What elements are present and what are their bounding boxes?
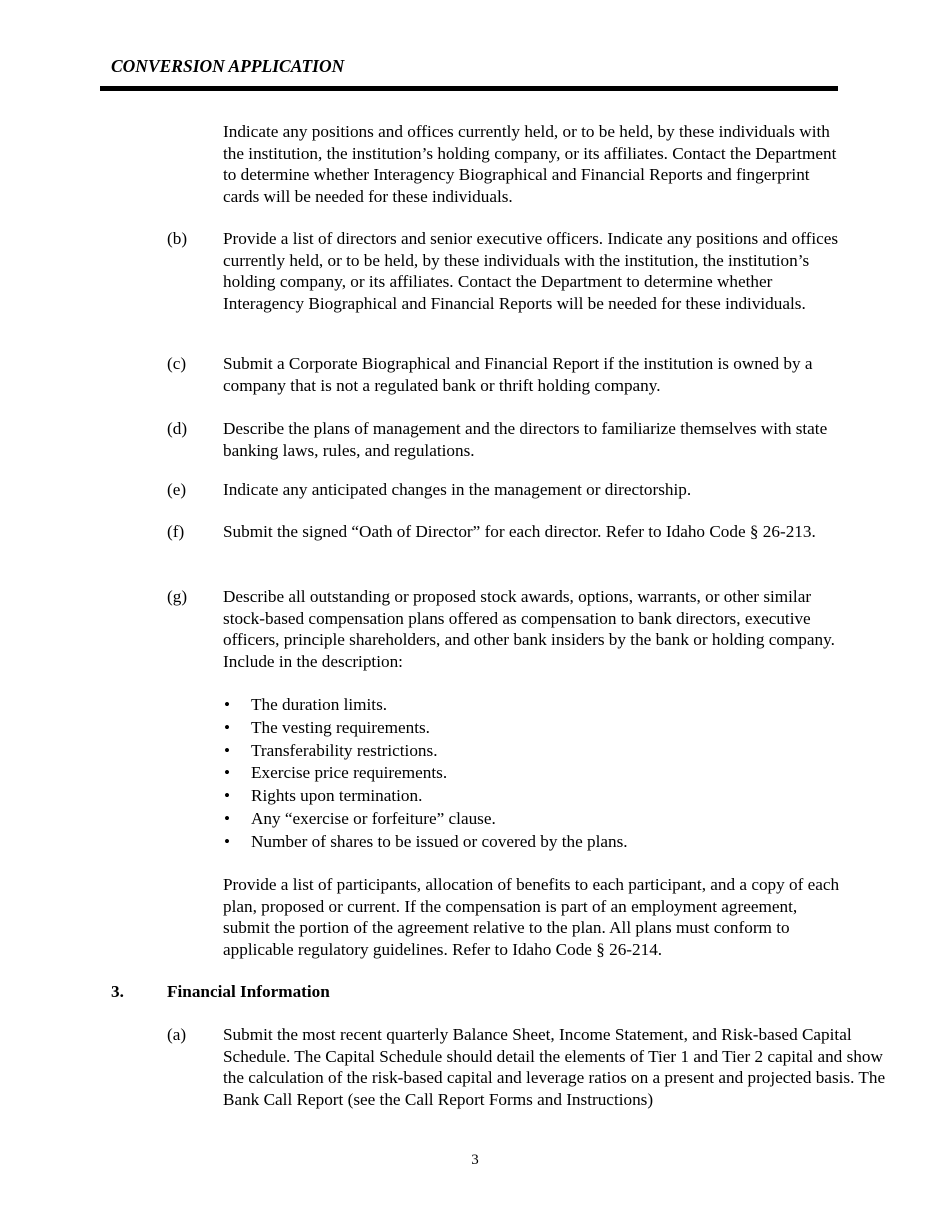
item-f-text: Submit the signed “Oath of Director” for each director. Refer to Idaho Code § 26-213.	[223, 522, 816, 541]
item-c-text: Submit a Corporate Biographical and Financial Report if the institution is owned by a company that is not a regulated bank or thrift holding company.	[223, 354, 813, 395]
item-b-label: (b)	[167, 229, 188, 248]
list-item: • Number of shares to be issued or covered by the plans.	[223, 831, 628, 854]
item-d-label: (d)	[167, 419, 188, 438]
item-c-label: (c)	[167, 354, 187, 373]
page-number: 3	[471, 1152, 479, 1168]
list-item: • Transferability restrictions.	[223, 740, 628, 763]
item-g-followup-paragraph: Provide a list of participants, allocation of benefits to each participant, and a copy of each plan, proposed or current. If the compensation is part of an employment agreement, submit the portion of the agreement relative to the plan. All plans must conform to applicable regulatory guidelines. Refer to Idaho Code § 26-214.	[223, 875, 840, 959]
item-g-label: (g)	[167, 587, 188, 606]
section-title: Financial Information	[167, 982, 330, 1001]
item-e-text: Indicate any anticipated changes in the management or directorship.	[223, 480, 692, 499]
item-e-label: (e)	[167, 480, 187, 499]
section3-item-a-label: (a)	[167, 1025, 187, 1044]
item-f-label: (f)	[167, 522, 185, 541]
list-item: • Rights upon termination.	[223, 785, 628, 808]
header-divider	[100, 86, 838, 91]
intro-paragraph: Indicate any positions and offices currently held, or to be held, by these individuals with the institution, the institution’s holding company, or its affiliates. Contact the Department to determine whether Interagency Biographical and Financial Reports and fingerprint cards will be needed for these individuals.	[223, 122, 837, 206]
item-g-text: Describe all outstanding or proposed stock awards, options, warrants, or other similar stock-based compensation plans offered as compensation to bank directors, executive officers, principle shareholders, and other bank insiders by the bank or holding company. Include in the description:	[223, 587, 835, 671]
item-b-text: Provide a list of directors and senior executive officers. Indicate any positions and offices currently held, or to be held, by these individuals with the institution, the institution’s holding company, or its affiliates. Contact the Department to determine whether Interagency Biographical and Financial Reports will be needed for these individuals.	[223, 229, 839, 313]
list-item: • Any “exercise or forfeiture” clause.	[223, 808, 628, 831]
page-header-title: CONVERSION APPLICATION	[111, 56, 345, 76]
list-item: • The vesting requirements.	[223, 717, 628, 740]
item-g-bullet-list	[223, 694, 628, 854]
list-item: • The duration limits.	[223, 694, 628, 717]
item-d-text: Describe the plans of management and the directors to familiarize themselves with state banking laws, rules, and regulations.	[223, 419, 828, 460]
list-item: • Exercise price requirements.	[223, 762, 628, 785]
section3-item-a-text: Submit the most recent quarterly Balance Sheet, Income Statement, and Risk-based Capital Schedule. The Capital Schedule should detail the elements of Tier 1 and Tier 2 capital and show the calculation of the risk-based capital and leverage ratios on a present and projected basis. The Bank Call Report (see the Call Report Forms and Instructions)	[223, 1025, 886, 1109]
section-number: 3.	[111, 982, 124, 1001]
